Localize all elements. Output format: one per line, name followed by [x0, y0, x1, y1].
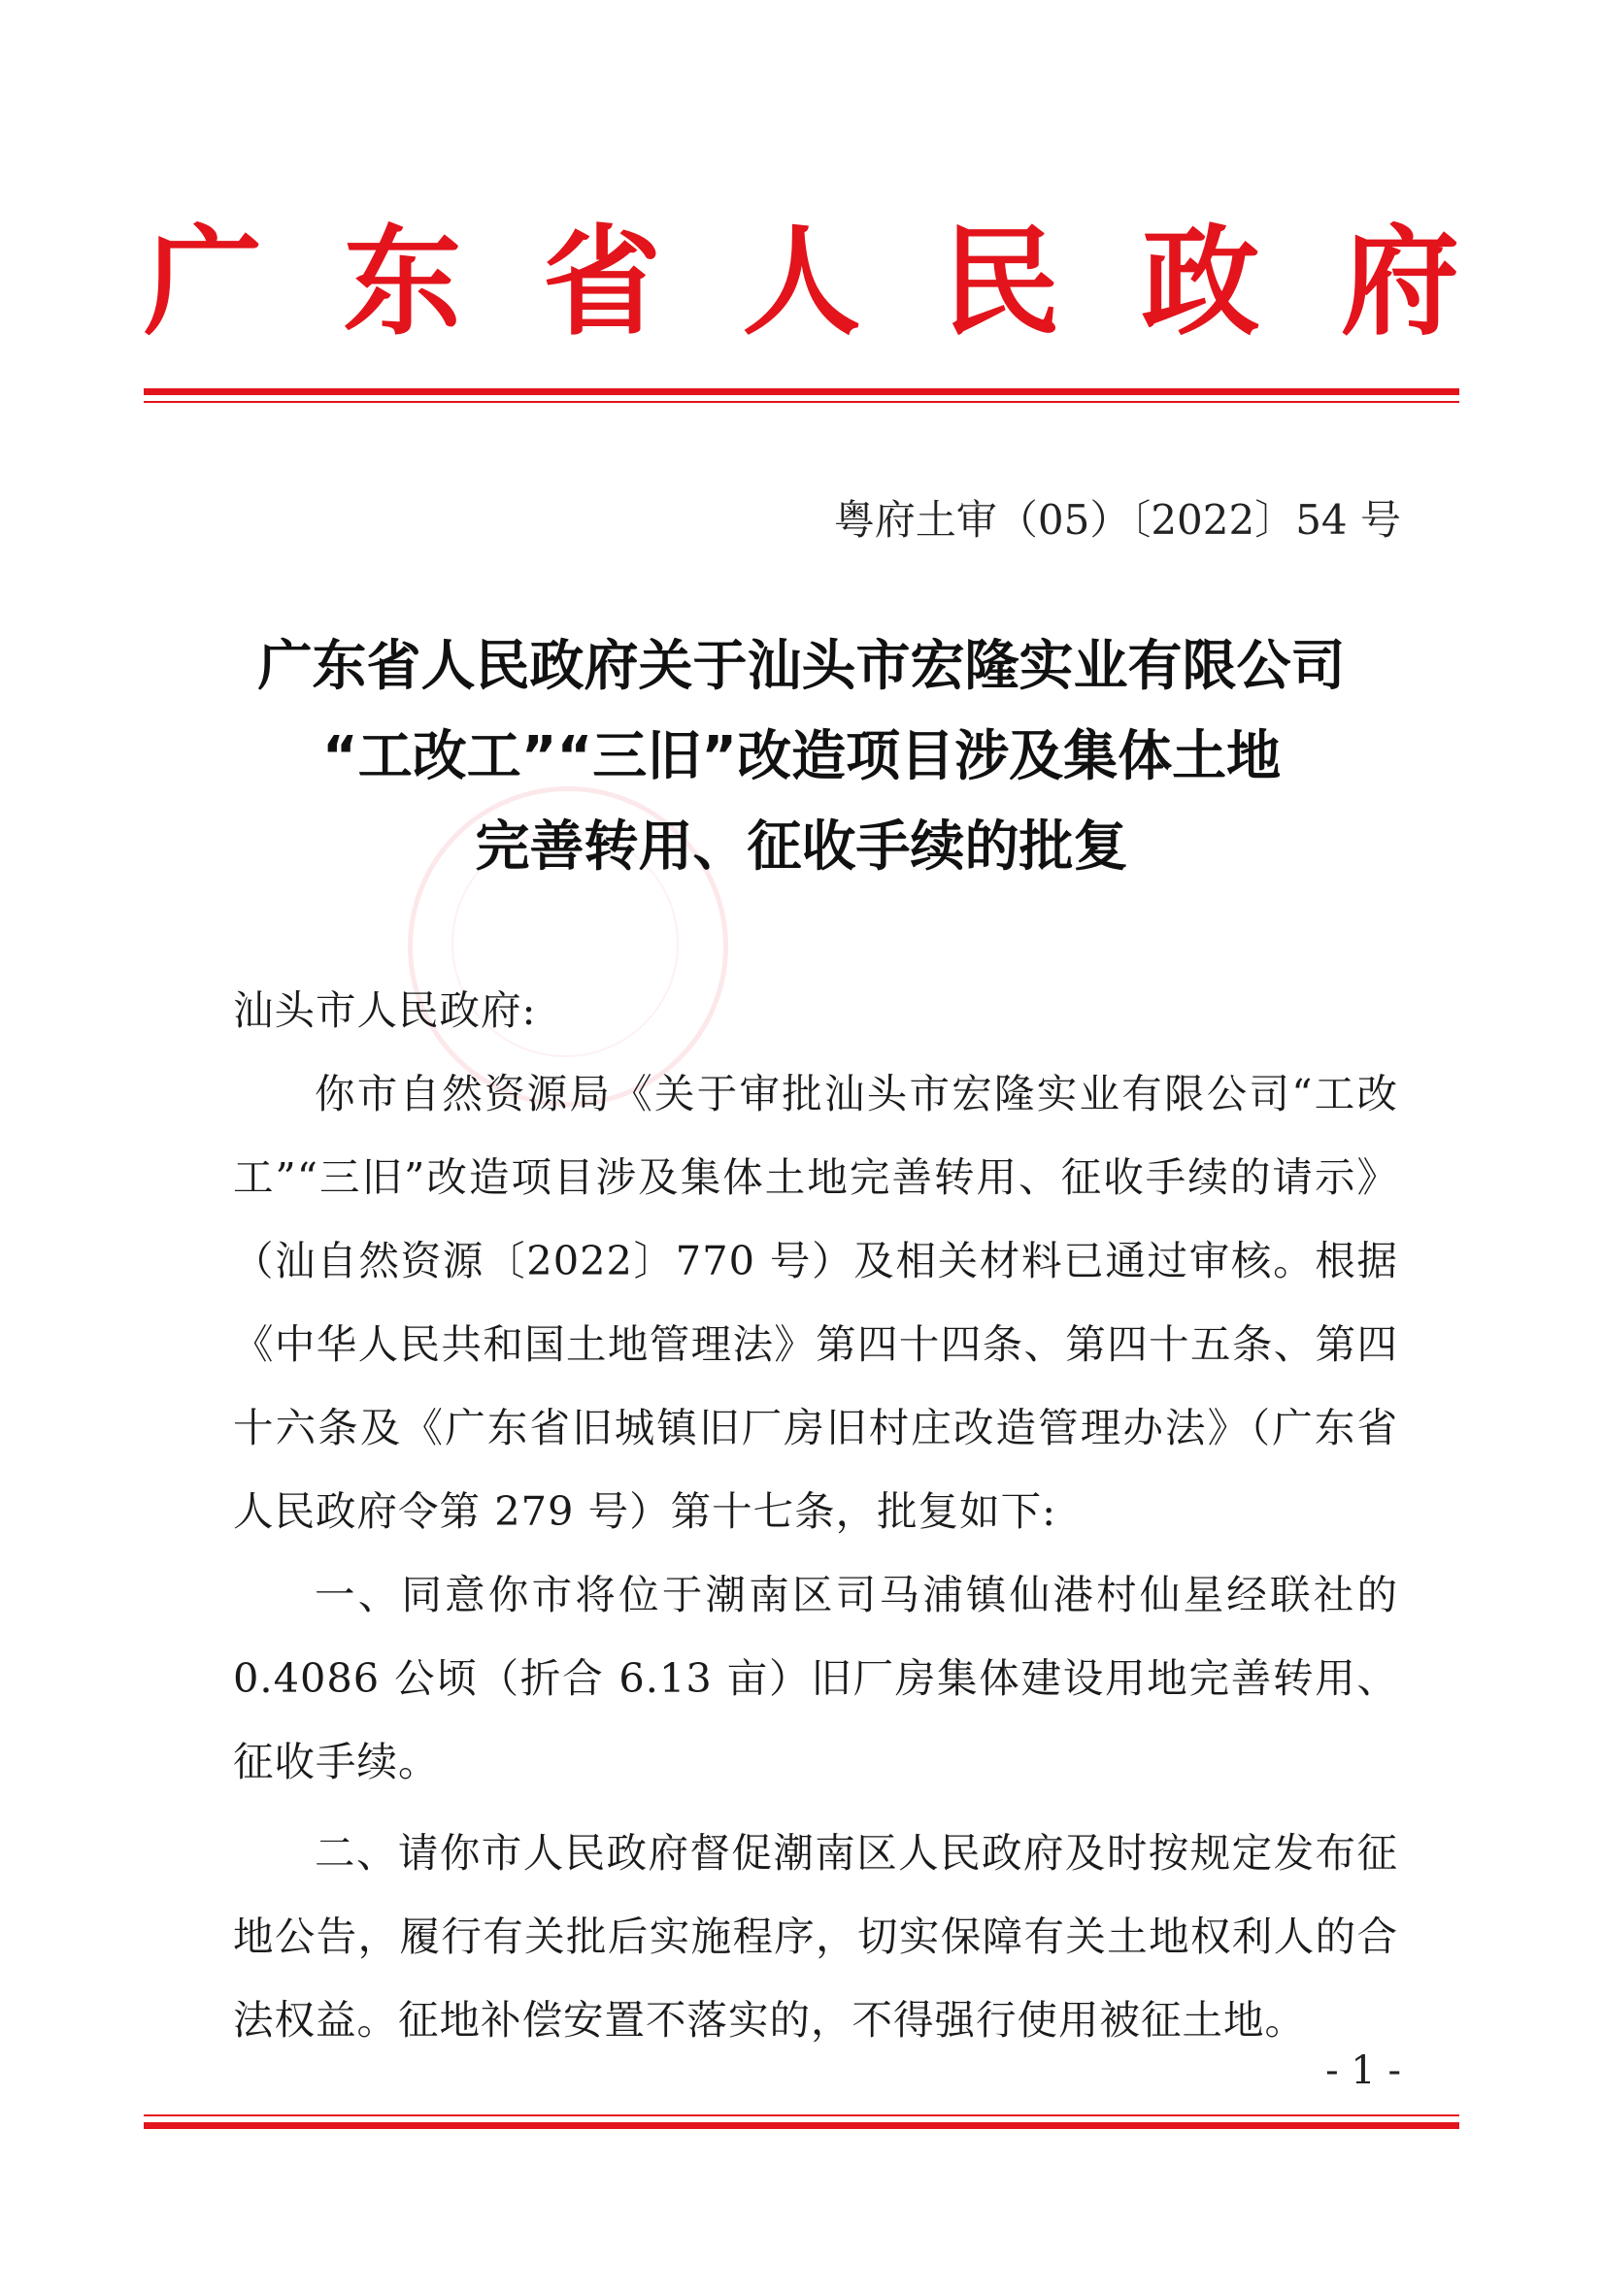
title-line: 完善转用、征收手续的批复: [475, 815, 1128, 879]
body-paragraph: 你市自然资源局《关于审批汕头市宏隆实业有限公司“工改工”“三旧”改造项目涉及集体土地完善转用、征收手续的请示》（汕自然资源〔2022〕770 号）及相关材料已通过审核。根据《中华人民共和国土地管理法》第四十四条、第四十五条、第四十六条及《广东省旧城镇旧厂房旧村庄改造管理办法》（广东省人民政府令第 279 号）第十七条，批复如下:: [233, 1070, 1398, 1535]
masthead-char: 东: [343, 212, 462, 351]
page-number: - 1 -: [1325, 2048, 1401, 2093]
document-number: 粤府土审（05）〔2022〕54 号: [833, 496, 1401, 544]
masthead-char: 人: [742, 212, 861, 351]
footer-rule-thick: [144, 2122, 1459, 2129]
header-rule-thick: [144, 388, 1459, 395]
footer-red-rule: [144, 2114, 1459, 2129]
title-line: “工改工”“三旧”改造项目涉及集体土地: [321, 725, 1282, 788]
header-red-rule: [144, 388, 1459, 403]
masthead-char: 广: [144, 212, 262, 351]
masthead-char: 民: [942, 212, 1060, 351]
title-line: 广东省人民政府关于汕头市宏隆实业有限公司: [257, 635, 1346, 698]
masthead-char: 府: [1341, 212, 1459, 351]
masthead-char: 省: [543, 212, 661, 351]
header-rule-thin: [144, 401, 1459, 403]
body-paragraph: 一、同意你市将位于潮南区司马浦镇仙港村仙星经联社的 0.4086 公顷（折合 6.13 亩）旧厂房集体建设用地完善转用、征收手续。: [233, 1571, 1398, 1785]
body-paragraph: 二、请你市人民政府督促潮南区人民政府及时按规定发布征地公告，履行有关批后实施程序，切实保障有关土地权利人的合法权益。征地补偿安置不落实的，不得强行使用被征土地。: [233, 1829, 1398, 2044]
document-title: [175, 621, 1428, 892]
masthead-char: 政: [1141, 212, 1260, 351]
salutation: 汕头市人民政府:: [233, 986, 537, 1034]
masthead: [144, 209, 1459, 354]
document-body: [233, 969, 1398, 2062]
